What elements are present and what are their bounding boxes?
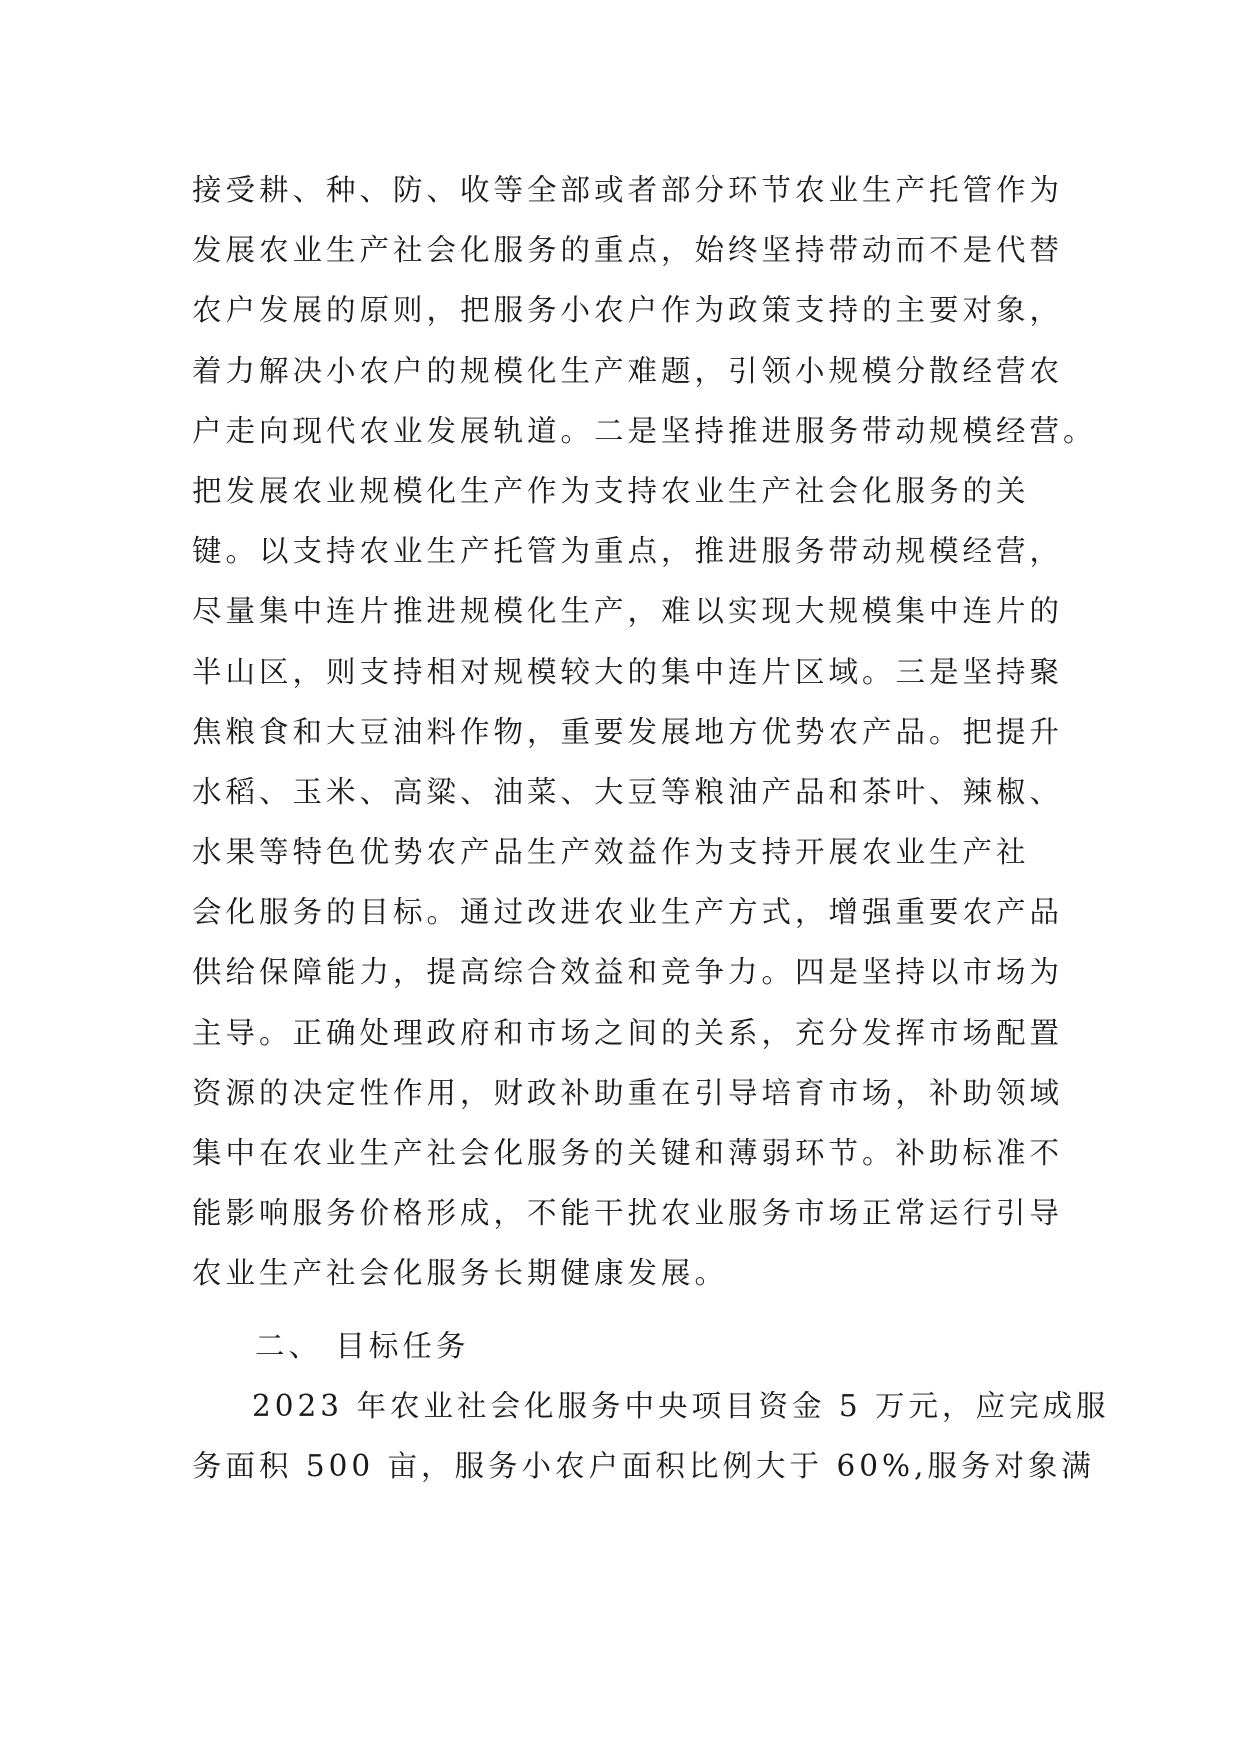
text-line: 键。以支持农业生产托管为重点，推进服务带动规模经营， xyxy=(192,534,1064,569)
text-line: 供给保障能力，提高综合效益和竞争力。四是坚持以市场为 xyxy=(192,955,1064,990)
text-line: 农业生产社会化服务长期健康发展。 xyxy=(192,1256,729,1291)
text-line: 会化服务的目标。通过改进农业生产方式，增强重要农产品 xyxy=(192,895,1064,930)
paragraph-policy-principles xyxy=(192,160,1097,1304)
text-line: 2023 年农业社会化服务中央项目资金 5 万元，应完成服 xyxy=(252,1388,1110,1423)
text-line: 资源的决定性作用，财政补助重在引导培育市场，补助领域 xyxy=(192,1075,1064,1110)
text-line: 务面积 500 亩，服务小农户面积比例大于 60%,服务对象满 xyxy=(192,1448,1095,1483)
text-line: 发展农业生产社会化服务的重点，始终坚持带动而不是代替 xyxy=(192,233,1064,268)
text-line: 接受耕、种、防、收等全部或者部分环节农业生产托管作为 xyxy=(192,173,1064,207)
paragraph-spacer xyxy=(192,1304,1072,1316)
text-line: 把发展农业规模化生产作为支持农业生产社会化服务的关 xyxy=(192,473,1030,508)
paragraph-targets xyxy=(192,1376,1110,1496)
text-line: 能影响服务价格形成，不能干扰农业服务市场正常运行引导 xyxy=(192,1196,1064,1231)
text-line: 水稻、玉米、高粱、油菜、大豆等粮油产品和茶叶、辣椒、 xyxy=(192,774,1064,809)
text-line: 半山区，则支持相对规模较大的集中连片区域。三是坚持聚 xyxy=(192,654,1064,689)
text-line: 集中在农业生产社会化服务的关键和薄弱环节。补助标准不 xyxy=(192,1136,1064,1170)
document-body xyxy=(192,160,1110,1496)
text-line: 着力解决小农户的规模化生产难题，引领小规模分散经营农 xyxy=(192,353,1064,388)
text-line: 尽量集中连片推进规模化生产，难以实现大规模集中连片的 xyxy=(192,594,1064,629)
text-line: 户走向现代农业发展轨道。二是坚持推进服务带动规模经营。 xyxy=(192,413,1097,448)
text-line: 主导。正确处理政府和市场之间的关系，充分发挥市场配置 xyxy=(192,1015,1064,1050)
text-line: 水果等特色优势农产品生产效益作为支持开展农业生产社 xyxy=(192,835,1030,870)
text-line: 焦粮食和大豆油料作物，重要发展地方优势农产品。把提升 xyxy=(192,714,1064,749)
section-heading: 二、 目标任务 xyxy=(255,1328,470,1363)
text-line: 农户发展的原则，把服务小农户作为政策支持的主要对象， xyxy=(192,293,1064,328)
